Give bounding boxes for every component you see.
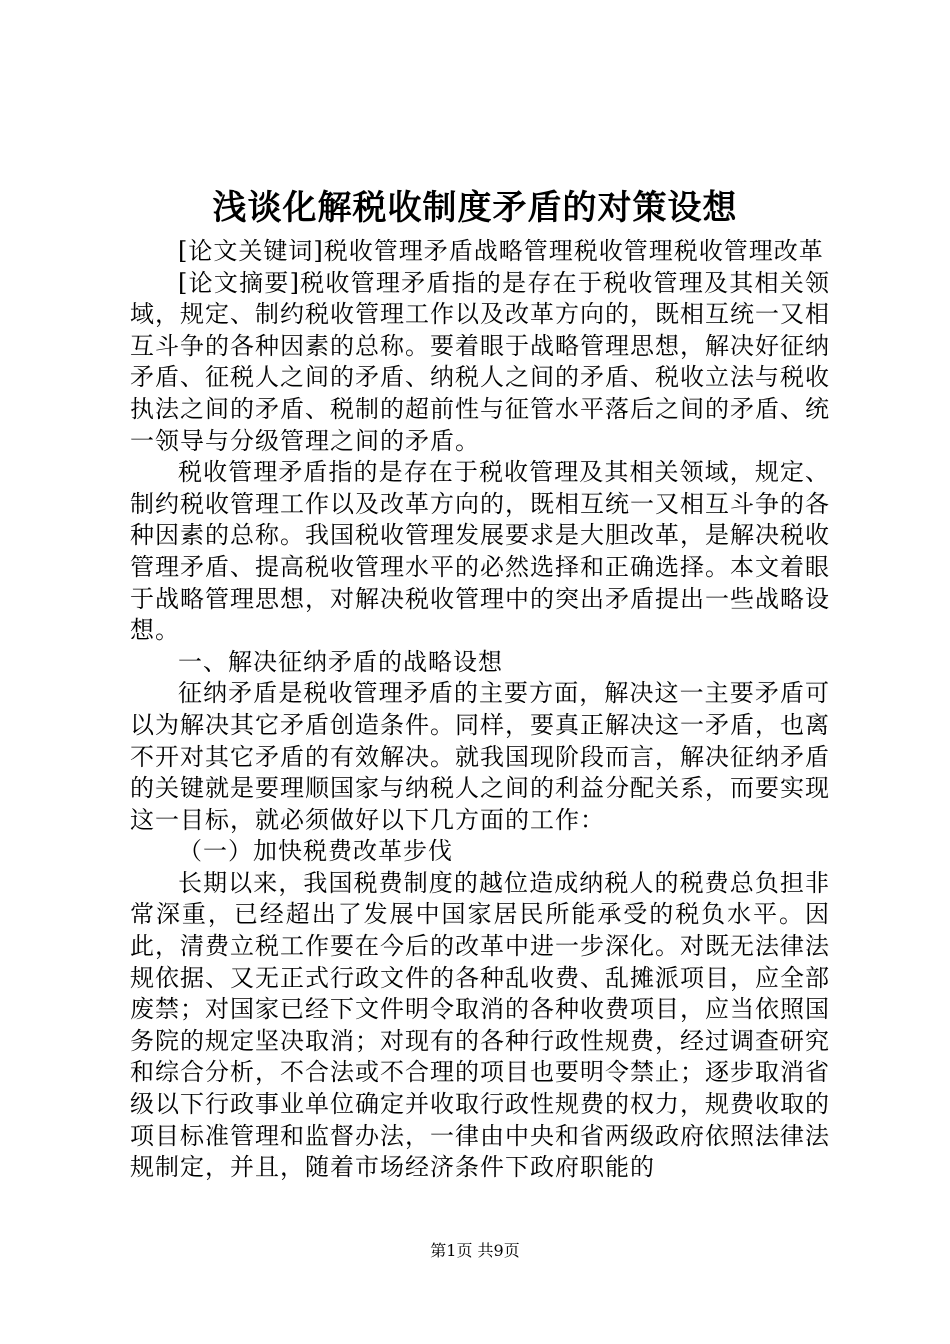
abstract-paragraph: [论文摘要]税收管理矛盾指的是存在于税收管理及其相关领域，规定、制约税收管理工作以及改革方向的，既相互统一又相互斗争的各种因素的总称。要着眼于战略管理思想，解决好征纳矛盾、征税人之间的矛盾、纳税人之间的矛盾、税收立法与税收执法之间的矛盾、税制的超前性与征管水平落后之间的矛盾、统一领导与分级管理之间的矛盾。 xyxy=(130,268,830,455)
document-body xyxy=(130,236,830,1184)
keywords-paragraph: [论文关键词]税收管理矛盾战略管理税收管理税收管理改革 xyxy=(178,237,824,265)
subsection-1-paragraph: 长期以来，我国税费制度的越位造成纳税人的税费总负担非常深重，已经超出了发展中国家居民所能承受的税负水平。因此，清费立税工作要在今后的改革中进一步深化。对既无法律法规依据、又无正式行政文件的各种乱收费、乱摊派项目，应全部废禁；对国家已经下文件明令取消的各种收费项目，应当依照国务院的规定坚决取消；对现有的各种行政性规费，经过调查研究和综合分析，不合法或不合理的项目也要明令禁止；逐步取消省级以下行政事业单位确定并收取行政性规费的权力，规费收取的项目标准管理和监督办法，一律由中央和省两级政府依照法律法规制定，并且，随着市场经济条件下政府职能的 xyxy=(130,868,830,1182)
document-title: 浅谈化解税收制度矛盾的对策设想 xyxy=(212,188,738,228)
subsection-heading-1: （一）加快税费改革步伐 xyxy=(178,837,453,866)
page-footer: 第1页 共9页 xyxy=(430,1241,520,1260)
section-heading-1: 一、解决征纳矛盾的战略设想 xyxy=(178,647,503,676)
intro-paragraph: 税收管理矛盾指的是存在于税收管理及其相关领域，规定、制约税收管理工作以及改革方向的，既相互统一又相互斗争的各种因素的总称。我国税收管理发展要求是大胆改革，是解决税收管理矛盾、提高税收管理水平的必然选择和正确选择。本文着眼于战略管理思想，对解决税收管理中的突出矛盾提出一些战略设想。 xyxy=(130,458,830,645)
section-1-paragraph: 征纳矛盾是税收管理矛盾的主要方面，解决这一主要矛盾可以为解决其它矛盾创造条件。同样，要真正解决这一矛盾，也离不开对其它矛盾的有效解决。就我国现阶段而言，解决征纳矛盾的关键就是要理顺国家与纳税人之间的利益分配关系，而要实现这一目标，就必须做好以下几方面的工作： xyxy=(130,679,830,834)
